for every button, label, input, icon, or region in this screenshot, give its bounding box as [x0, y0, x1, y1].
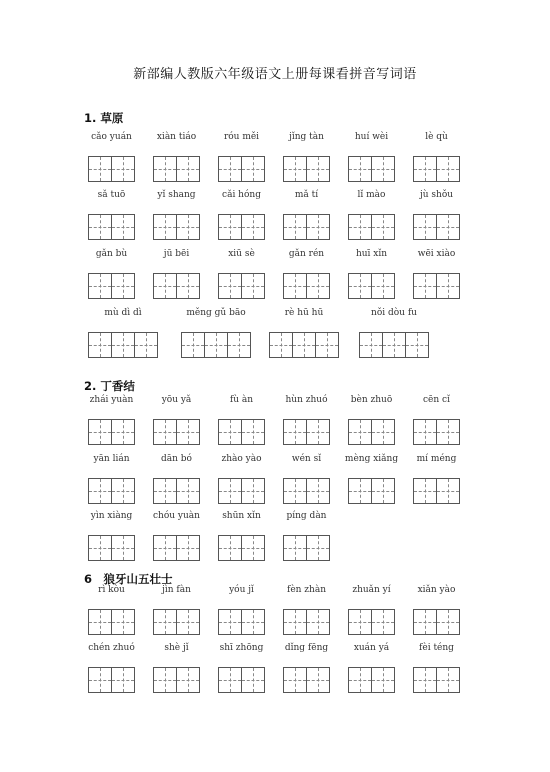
tianzige-cell[interactable]: [283, 667, 307, 693]
writing-grid[interactable]: [218, 667, 264, 693]
section-title: 6 狼牙山五壮士: [84, 572, 173, 586]
tianzige-cell[interactable]: [269, 332, 293, 358]
tianzige-cell[interactable]: [241, 273, 265, 299]
writing-grid[interactable]: [413, 214, 459, 240]
section-title: 2. 丁香结: [84, 379, 135, 393]
pinyin-label: dǐng fēng: [284, 643, 329, 653]
tianzige-cell[interactable]: [241, 478, 265, 504]
writing-grid[interactable]: [153, 419, 199, 445]
pinyin-label: jū bēi: [163, 249, 190, 259]
pinyin-label: xiàn tiáo: [156, 132, 197, 142]
writing-grid[interactable]: [153, 156, 199, 182]
tianzige-cell[interactable]: [176, 609, 200, 635]
tianzige-cell[interactable]: [306, 667, 330, 693]
tianzige-cell[interactable]: [134, 332, 158, 358]
writing-grid[interactable]: [413, 419, 459, 445]
pinyin-label: hùn zhuó: [285, 395, 328, 405]
pinyin-label: xiǎn yào: [417, 585, 456, 595]
pinyin-label: wēi xiào: [417, 249, 456, 259]
tianzige-cell[interactable]: [371, 667, 395, 693]
writing-grid[interactable]: [348, 419, 394, 445]
writing-grid[interactable]: [153, 273, 199, 299]
pinyin-label: rì kòu: [98, 585, 125, 595]
tianzige-cell[interactable]: [283, 609, 307, 635]
writing-grid[interactable]: [413, 667, 459, 693]
tianzige-cell[interactable]: [176, 535, 200, 561]
writing-grid[interactable]: [283, 478, 329, 504]
tianzige-cell[interactable]: [306, 478, 330, 504]
tianzige-cell[interactable]: [436, 214, 460, 240]
writing-grid[interactable]: [283, 214, 329, 240]
tianzige-cell[interactable]: [348, 667, 372, 693]
writing-grid[interactable]: [218, 273, 264, 299]
writing-grid[interactable]: [88, 214, 134, 240]
tianzige-cell[interactable]: [413, 478, 437, 504]
tianzige-cell[interactable]: [88, 419, 112, 445]
tianzige-cell[interactable]: [413, 419, 437, 445]
tianzige-cell[interactable]: [292, 332, 316, 358]
tianzige-cell[interactable]: [371, 156, 395, 182]
writing-grid[interactable]: [283, 156, 329, 182]
pinyin-label: xuán yá: [353, 643, 390, 653]
tianzige-cell[interactable]: [348, 478, 372, 504]
tianzige-cell[interactable]: [306, 273, 330, 299]
tianzige-cell[interactable]: [153, 535, 177, 561]
pinyin-label: nǒi dòu fu: [371, 308, 417, 318]
tianzige-cell[interactable]: [111, 478, 135, 504]
writing-grid[interactable]: [88, 667, 134, 693]
tianzige-cell[interactable]: [153, 419, 177, 445]
pinyin-label: mù dì dì: [104, 308, 142, 318]
tianzige-cell[interactable]: [436, 667, 460, 693]
tianzige-cell[interactable]: [111, 332, 135, 358]
writing-grid[interactable]: [88, 156, 134, 182]
writing-grid[interactable]: [348, 214, 394, 240]
tianzige-cell[interactable]: [88, 273, 112, 299]
tianzige-cell[interactable]: [218, 535, 242, 561]
tianzige-cell[interactable]: [88, 535, 112, 561]
writing-grid[interactable]: [283, 609, 329, 635]
writing-grid[interactable]: [218, 535, 264, 561]
tianzige-cell[interactable]: [306, 535, 330, 561]
pinyin-label: lǐ mào: [357, 190, 386, 200]
tianzige-cell[interactable]: [181, 332, 205, 358]
writing-grid[interactable]: [413, 478, 459, 504]
tianzige-cell[interactable]: [111, 214, 135, 240]
tianzige-cell[interactable]: [436, 609, 460, 635]
tianzige-cell[interactable]: [348, 419, 372, 445]
pinyin-label: yǐ shang: [157, 190, 196, 200]
pinyin-label: mǎ tí: [294, 190, 319, 200]
tianzige-cell[interactable]: [88, 156, 112, 182]
pinyin-label: yōu yǎ: [161, 395, 192, 405]
writing-grid[interactable]: [348, 667, 394, 693]
tianzige-cell[interactable]: [283, 419, 307, 445]
tianzige-cell[interactable]: [241, 667, 265, 693]
tianzige-cell[interactable]: [111, 535, 135, 561]
writing-grid[interactable]: [348, 273, 394, 299]
pinyin-label: chén zhuó: [88, 643, 135, 653]
tianzige-cell[interactable]: [204, 332, 228, 358]
tianzige-cell[interactable]: [436, 156, 460, 182]
pinyin-label: wén sǐ: [291, 454, 322, 464]
pinyin-label: gǎn rén: [288, 249, 325, 259]
tianzige-cell[interactable]: [413, 667, 437, 693]
tianzige-cell[interactable]: [153, 156, 177, 182]
tianzige-cell[interactable]: [176, 419, 200, 445]
tianzige-cell[interactable]: [176, 156, 200, 182]
tianzige-cell[interactable]: [218, 214, 242, 240]
pinyin-label: sǎ tuō: [97, 190, 126, 200]
writing-grid[interactable]: [153, 667, 199, 693]
tianzige-cell[interactable]: [153, 609, 177, 635]
tianzige-cell[interactable]: [371, 214, 395, 240]
tianzige-cell[interactable]: [88, 609, 112, 635]
tianzige-cell[interactable]: [413, 214, 437, 240]
pinyin-label: fù àn: [229, 395, 254, 405]
tianzige-cell[interactable]: [436, 478, 460, 504]
tianzige-cell[interactable]: [371, 478, 395, 504]
pinyin-label: cǎo yuán: [91, 132, 132, 142]
pinyin-label: jù shǒu: [419, 190, 454, 200]
pinyin-label: jǐng tàn: [289, 132, 324, 142]
writing-grid[interactable]: [153, 609, 199, 635]
tianzige-cell[interactable]: [176, 478, 200, 504]
tianzige-cell[interactable]: [315, 332, 339, 358]
tianzige-cell[interactable]: [348, 214, 372, 240]
tianzige-cell[interactable]: [241, 535, 265, 561]
tianzige-cell[interactable]: [153, 273, 177, 299]
tianzige-cell[interactable]: [436, 273, 460, 299]
writing-grid[interactable]: [283, 419, 329, 445]
pinyin-label: yān lián: [93, 454, 130, 464]
pinyin-label: jìn fàn: [162, 585, 191, 595]
pinyin-label: dān bó: [161, 454, 192, 464]
pinyin-label: mèng xiǎng: [344, 454, 399, 464]
writing-grid[interactable]: [218, 609, 264, 635]
tianzige-cell[interactable]: [176, 273, 200, 299]
tianzige-cell[interactable]: [88, 478, 112, 504]
tianzige-cell[interactable]: [218, 667, 242, 693]
writing-grid[interactable]: [181, 332, 250, 358]
writing-grid[interactable]: [88, 419, 134, 445]
writing-grid[interactable]: [283, 273, 329, 299]
tianzige-cell[interactable]: [382, 332, 406, 358]
tianzige-cell[interactable]: [348, 609, 372, 635]
writing-grid[interactable]: [348, 609, 394, 635]
tianzige-cell[interactable]: [218, 156, 242, 182]
tianzige-cell[interactable]: [436, 419, 460, 445]
tianzige-cell[interactable]: [153, 214, 177, 240]
writing-grid[interactable]: [153, 478, 199, 504]
writing-grid[interactable]: [413, 609, 459, 635]
pinyin-label: róu měi: [223, 132, 260, 142]
writing-grid[interactable]: [153, 535, 199, 561]
tianzige-cell[interactable]: [218, 273, 242, 299]
tianzige-cell[interactable]: [371, 419, 395, 445]
tianzige-cell[interactable]: [241, 214, 265, 240]
pinyin-label: cǎi hóng: [222, 190, 261, 200]
tianzige-cell[interactable]: [283, 273, 307, 299]
tianzige-cell[interactable]: [241, 609, 265, 635]
tianzige-cell[interactable]: [306, 609, 330, 635]
pinyin-label: chóu yuàn: [153, 511, 200, 521]
tianzige-cell[interactable]: [176, 667, 200, 693]
pinyin-label: píng dàn: [286, 511, 327, 521]
pinyin-label: lè qù: [425, 132, 448, 142]
pinyin-label: yìn xiàng: [90, 511, 133, 521]
tianzige-cell[interactable]: [241, 156, 265, 182]
section-title: 1. 草原: [84, 111, 124, 125]
tianzige-cell[interactable]: [227, 332, 251, 358]
writing-grid[interactable]: [88, 273, 134, 299]
tianzige-cell[interactable]: [283, 535, 307, 561]
writing-grid[interactable]: [88, 535, 134, 561]
tianzige-cell[interactable]: [111, 156, 135, 182]
pinyin-label: mí méng: [416, 454, 457, 464]
tianzige-cell[interactable]: [241, 419, 265, 445]
pinyin-label: cēn cǐ: [423, 395, 450, 405]
tianzige-cell[interactable]: [153, 478, 177, 504]
writing-grid[interactable]: [218, 156, 264, 182]
pinyin-label: zhào yào: [221, 454, 262, 464]
tianzige-cell[interactable]: [111, 609, 135, 635]
tianzige-cell[interactable]: [405, 332, 429, 358]
writing-grid[interactable]: [88, 332, 157, 358]
pinyin-label: rè hū hū: [284, 308, 324, 318]
writing-grid[interactable]: [359, 332, 428, 358]
pinyin-label: gǎn bù: [95, 249, 128, 259]
pinyin-label: xiū sè: [228, 249, 255, 259]
tianzige-cell[interactable]: [111, 419, 135, 445]
pinyin-label: zhuǎn yí: [352, 585, 391, 595]
tianzige-cell[interactable]: [359, 332, 383, 358]
pinyin-label: huí wèi: [354, 132, 389, 142]
writing-grid[interactable]: [88, 478, 134, 504]
tianzige-cell[interactable]: [413, 273, 437, 299]
writing-grid[interactable]: [413, 273, 459, 299]
pinyin-label: shè jǐ: [164, 643, 189, 653]
tianzige-cell[interactable]: [153, 667, 177, 693]
writing-grid[interactable]: [88, 609, 134, 635]
tianzige-cell[interactable]: [413, 156, 437, 182]
tianzige-cell[interactable]: [88, 667, 112, 693]
writing-grid[interactable]: [283, 667, 329, 693]
writing-grid[interactable]: [413, 156, 459, 182]
writing-grid[interactable]: [348, 478, 394, 504]
tianzige-cell[interactable]: [283, 214, 307, 240]
tianzige-cell[interactable]: [111, 273, 135, 299]
tianzige-cell[interactable]: [218, 609, 242, 635]
writing-grid[interactable]: [218, 419, 264, 445]
pinyin-label: zhái yuàn: [89, 395, 134, 405]
tianzige-cell[interactable]: [111, 667, 135, 693]
pinyin-label: bèn zhuō: [350, 395, 393, 405]
pinyin-label: fèn zhàn: [286, 585, 326, 595]
tianzige-cell[interactable]: [218, 419, 242, 445]
writing-grid[interactable]: [218, 214, 264, 240]
tianzige-cell[interactable]: [413, 609, 437, 635]
pinyin-label: huī xǐn: [355, 249, 388, 259]
writing-grid[interactable]: [153, 214, 199, 240]
tianzige-cell[interactable]: [348, 156, 372, 182]
tianzige-cell[interactable]: [88, 214, 112, 240]
tianzige-cell[interactable]: [306, 156, 330, 182]
tianzige-cell[interactable]: [371, 609, 395, 635]
pinyin-label: měng gǔ bāo: [186, 308, 246, 318]
tianzige-cell[interactable]: [88, 332, 112, 358]
page-title: 新部编人教版六年级语文上册每课看拼音写词语: [133, 67, 417, 82]
tianzige-cell[interactable]: [348, 273, 372, 299]
tianzige-cell[interactable]: [283, 478, 307, 504]
pinyin-label: shī zhōng: [219, 643, 264, 653]
writing-grid[interactable]: [348, 156, 394, 182]
tianzige-cell[interactable]: [176, 214, 200, 240]
writing-grid[interactable]: [283, 535, 329, 561]
tianzige-cell[interactable]: [306, 214, 330, 240]
pinyin-label: shūn xǐn: [222, 511, 261, 521]
tianzige-cell[interactable]: [218, 478, 242, 504]
tianzige-cell[interactable]: [371, 273, 395, 299]
pinyin-label: yóu jǐ: [229, 585, 254, 595]
writing-grid[interactable]: [269, 332, 338, 358]
tianzige-cell[interactable]: [306, 419, 330, 445]
tianzige-cell[interactable]: [283, 156, 307, 182]
pinyin-label: fèi téng: [419, 643, 454, 653]
writing-grid[interactable]: [218, 478, 264, 504]
